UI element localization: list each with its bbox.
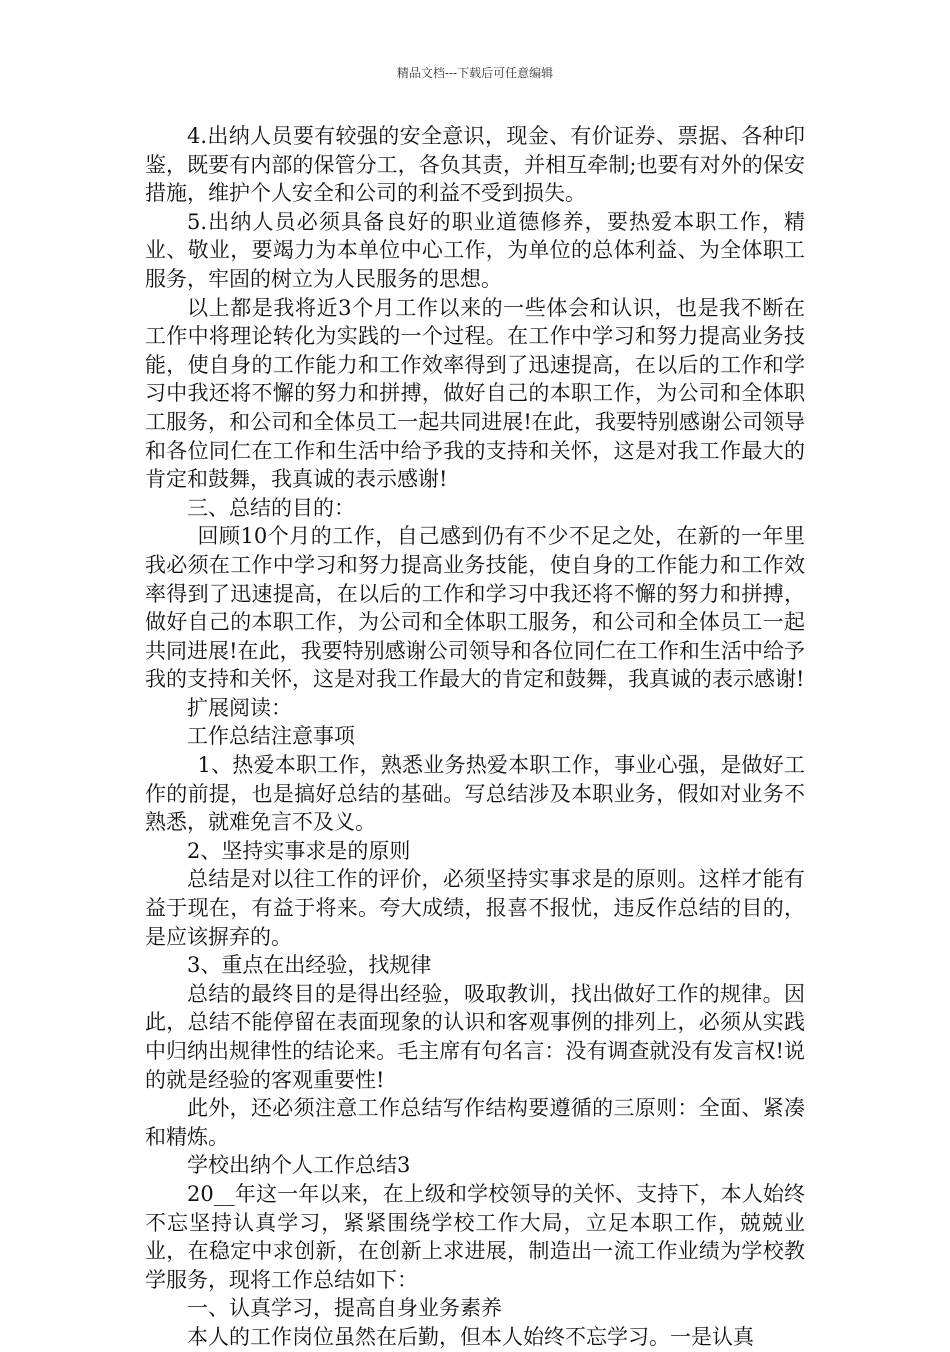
page-header: 精品文档---下载后可任意编辑	[396, 66, 554, 80]
section-heading: 扩展阅读：	[187, 695, 292, 720]
document-body	[145, 122, 805, 1352]
paragraph: 4.出纳人员要有较强的安全意识，现金、有价证券、票据、各种印鉴，既要有内部的保管分工，各负其责，并相互牵制;也要有对外的保安措施，维护个人安全和公司的利益不受到损失。	[145, 124, 805, 206]
paragraph: 回顾10个月的工作，自己感到仍有不少不足之处，在新的一年里我必须在工作中学习和努力提高业务技能，使自身的工作能力和工作效率得到了迅速提高，在以后的工作和学习中我还将不懈的努力和拼搏，做好自己的本职工作，为公司和全体职工服务，和公司和全体员工一起共同进展!在此，我要特别感谢公司领导和各位同仁在工作和生活中给予我的支持和关怀，这是对我工作最大的肯定和鼓舞，我真诚的表示感谢!	[145, 524, 805, 692]
paragraph: 本人的工作岗位虽然在后勤，但本人始终不忘学习。一是认真	[187, 1324, 754, 1349]
paragraph: 总结的最终目的是得出经验，吸取教训，找出做好工作的规律。因此，总结不能停留在表面现象的认识和客观事例的排列上，必须从实践中归纳出规律性的结论来。毛主席有句名言：没有调查就没有发言权!说的就是经验的客观重要性!	[145, 981, 805, 1092]
section-heading: 学校出纳个人工作总结3	[187, 1153, 411, 1178]
section-heading: 2、坚持实事求是的原则	[187, 838, 411, 863]
paragraph: 5.出纳人员必须具备良好的职业道德修养，要热爱本职工作，精业、敬业，要竭力为本单位中心工作，为单位的总体利益、为全体职工服务，牢固的树立为人民服务的思想。	[145, 209, 805, 291]
section-heading: 3、重点在出经验，找规律	[187, 953, 432, 978]
paragraph: 总结是对以往工作的评价，必须坚持实事求是的原则。这样才能有益于现在，有益于将来。夸大成绩，报喜不报忧，违反作总结的目的，是应该摒弃的。	[145, 867, 805, 949]
paragraph: 1、热爱本职工作，熟悉业务热爱本职工作，事业心强，是做好工作的前提，也是搞好总结的基础。写总结涉及本职业务，假如对业务不熟悉，就难免言不及义。	[145, 753, 805, 835]
section-heading: 一、认真学习，提高自身业务素养	[187, 1296, 502, 1321]
section-heading: 工作总结注意事项	[187, 724, 355, 749]
paragraph: 以上都是我将近3个月工作以来的一些体会和认识，也是我不断在工作中将理论转化为实践的一个过程。在工作中学习和努力提高业务技能，使自身的工作能力和工作效率得到了迅速提高，在以后的工作和学习中我还将不懈的努力和拼搏，做好自己的本职工作，为公司和全体职工服务，和公司和全体员工一起共同进展!在此，我要特别感谢公司领导和各位同仁在工作和生活中给予我的支持和关怀，这是对我工作最大的肯定和鼓舞，我真诚的表示感谢!	[145, 295, 805, 492]
paragraph: 20__年这一年以来，在上级和学校领导的关怀、支持下，本人始终不忘坚持认真学习，紧紧围绕学校工作大局，立足本职工作，兢兢业业，在稳定中求创新，在创新上求进展，制造出一流工作业绩为学校教学服务，现将工作总结如下：	[145, 1181, 805, 1292]
paragraph: 此外，还必须注意工作总结写作结构要遵循的三原则：全面、紧凑和精炼。	[145, 1096, 805, 1149]
section-heading: 三、总结的目的：	[187, 495, 355, 520]
